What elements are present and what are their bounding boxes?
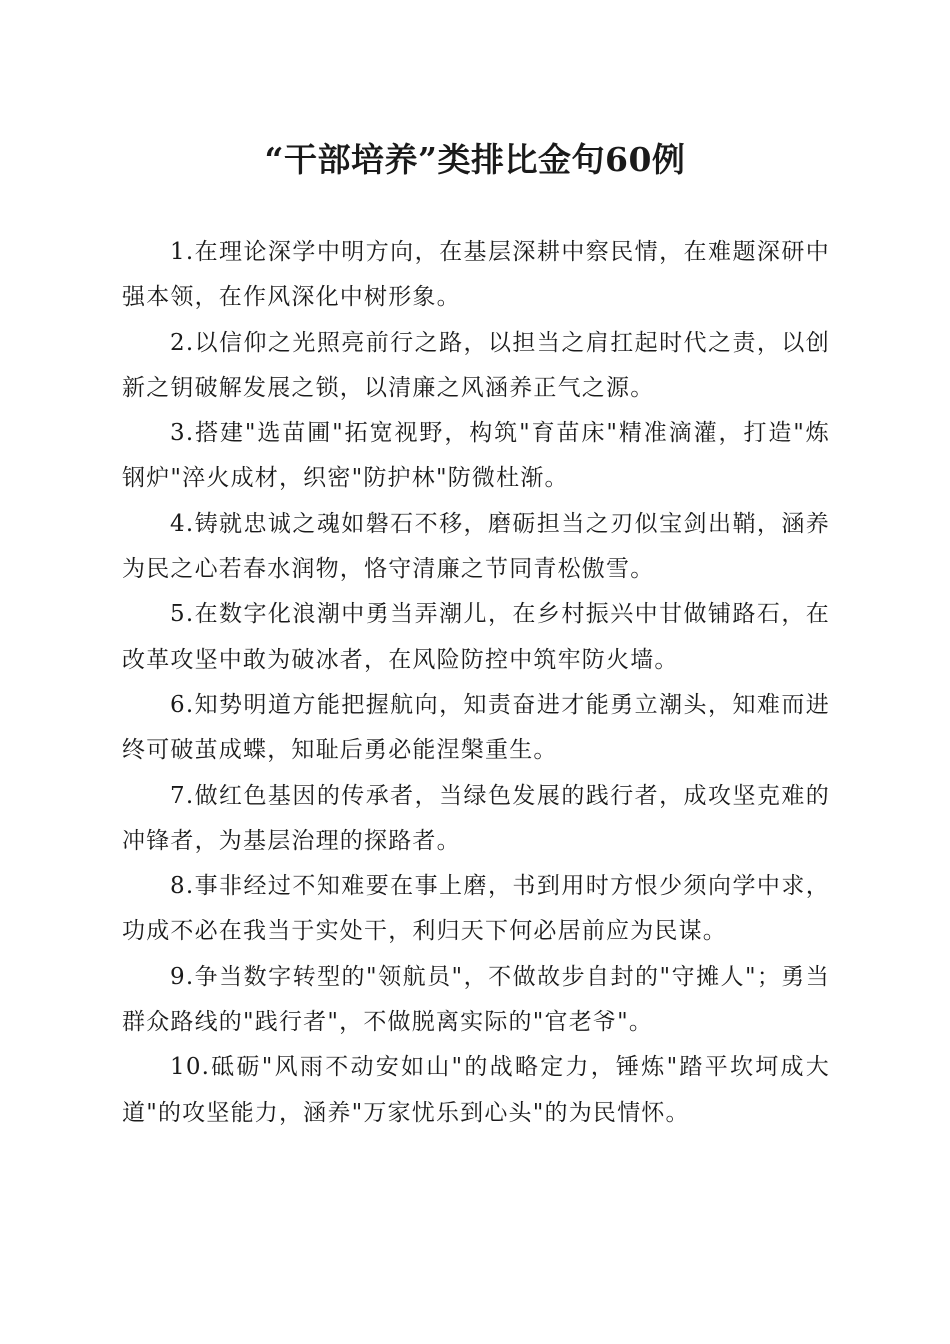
paragraph-5: 5.在数字化浪潮中勇当弄潮儿，在乡村振兴中甘做铺路石，在改革攻坚中敢为破冰者，在风险防控中筑牢防火墙。 [122,601,830,673]
paragraph-6: 6.知势明道方能把握航向，知责奋进才能勇立潮头，知难而进终可破茧成蝶，知耻后勇必能涅槃重生。 [122,691,830,764]
paragraph-7: 7.做红色基因的传承者，当绿色发展的践行者，成攻坚克难的冲锋者，为基层治理的探路者。 [122,782,830,854]
document-title: “干部培养”类排比金句60例 [264,140,686,179]
paragraph-2: 2.以信仰之光照亮前行之路，以担当之肩扛起时代之责，以创新之钥破解发展之锁，以清廉之风涵养正气之源。 [122,329,830,401]
paragraph-9: 9.争当数字转型的"领航员"，不做故步自封的"守摊人"；勇当群众路线的"践行者"，不做脱离实际的"官老爷"。 [122,963,830,1036]
paragraph-1: 1.在理论深学中明方向，在基层深耕中察民情，在难题深研中强本领，在作风深化中树形象。 [122,239,830,311]
document-body [122,230,830,1136]
paragraph-4: 4.铸就忠诚之魂如磐石不移，磨砺担当之刃似宝剑出鞘，涵养为民之心若春水润物，恪守清廉之节同青松傲雪。 [122,510,830,583]
paragraph-10: 10.砥砺"风雨不动安如山"的战略定力，锤炼"踏平坎坷成大道"的攻坚能力，涵养"万家忧乐到心头"的为民情怀。 [122,1054,830,1126]
paragraph-8: 8.事非经过不知难要在事上磨，书到用时方恨少须向学中求，功成不必在我当于实处干，利归天下何必居前应为民谋。 [122,873,830,945]
paragraph-3: 3.搭建"选苗圃"拓宽视野，构筑"育苗床"精准滴灌，打造"炼钢炉"淬火成材，织密"防护林"防微杜渐。 [122,420,830,492]
